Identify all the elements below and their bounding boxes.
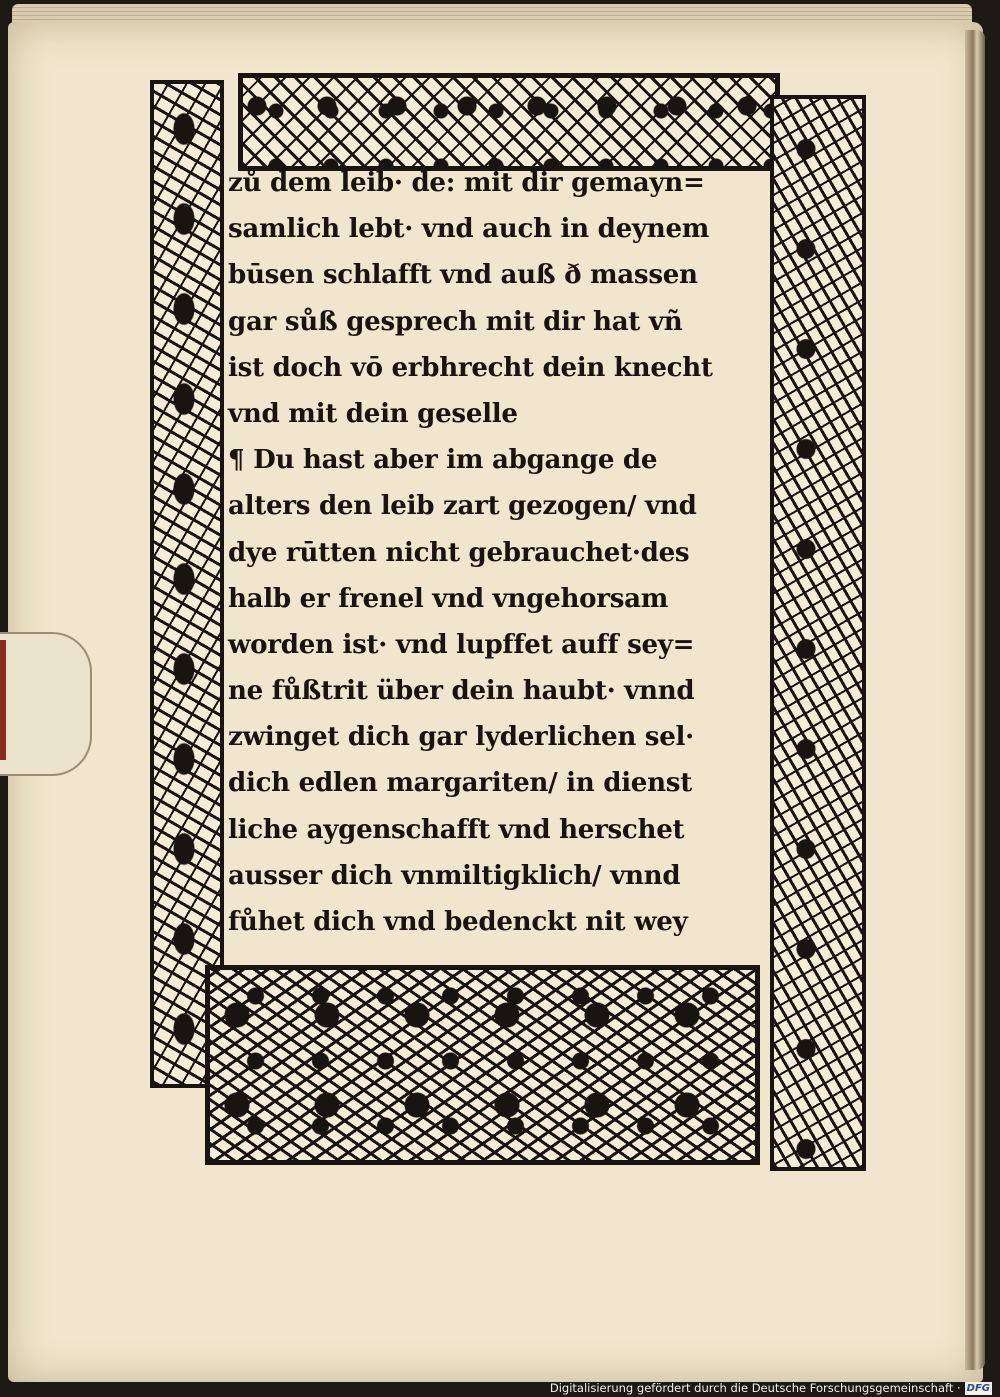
text-line: gar sůß gesprech mit dir hat vñ bbox=[228, 305, 683, 337]
book-clasp bbox=[0, 632, 92, 776]
woodcut-border-right bbox=[770, 95, 866, 1171]
text-line: būsen schlafft vnd auß ð massen bbox=[228, 259, 698, 291]
printed-text-block bbox=[228, 160, 766, 945]
text-line: worden ist· vnd lupffet auff sey= bbox=[228, 628, 695, 660]
text-line: ¶ Du hast aber im abgange de bbox=[228, 444, 658, 476]
text-line: alters den leib zart gezogen/ vnd bbox=[228, 490, 697, 522]
text-line: liche aygenschafft vnd herschet bbox=[228, 813, 685, 845]
text-line: ausser dich vnmiltigklich/ vnnd bbox=[228, 859, 681, 891]
woodcut-border-bottom bbox=[205, 965, 760, 1165]
clasp-ribbon bbox=[0, 640, 6, 760]
text-line: dye rūtten nicht gebrauchet·des bbox=[228, 536, 690, 568]
text-line: zů dem leib· de: mit dir gemayn= bbox=[228, 167, 705, 198]
text-line: dich edlen margariten/ in dienst bbox=[228, 767, 692, 799]
dfg-logo: DFG bbox=[966, 1383, 990, 1394]
credit-text: Digitalisierung gefördert durch die Deutsche Forschungsgemeinschaft · bbox=[549, 1381, 961, 1395]
text-line: fůhet dich vnd bedenckt nit wey bbox=[228, 906, 688, 937]
woodcut-border-left bbox=[150, 80, 224, 1088]
digitization-credit bbox=[550, 1379, 992, 1397]
text-line: ne fůßtrit über dein haubt· vnnd bbox=[228, 675, 695, 707]
text-line: halb er frenel vnd vngehorsam bbox=[228, 582, 669, 614]
text-line: samlich lebt· vnd auch in deynem bbox=[228, 213, 710, 245]
text-line: zwinget dich gar lyderlichen sel· bbox=[228, 721, 694, 753]
woodcut-border-top bbox=[238, 73, 780, 171]
book-fore-edge bbox=[965, 30, 985, 1370]
text-line: vnd mit dein geselle bbox=[228, 397, 518, 429]
text-line: ist doch vō erbhrecht dein knecht bbox=[228, 351, 713, 383]
